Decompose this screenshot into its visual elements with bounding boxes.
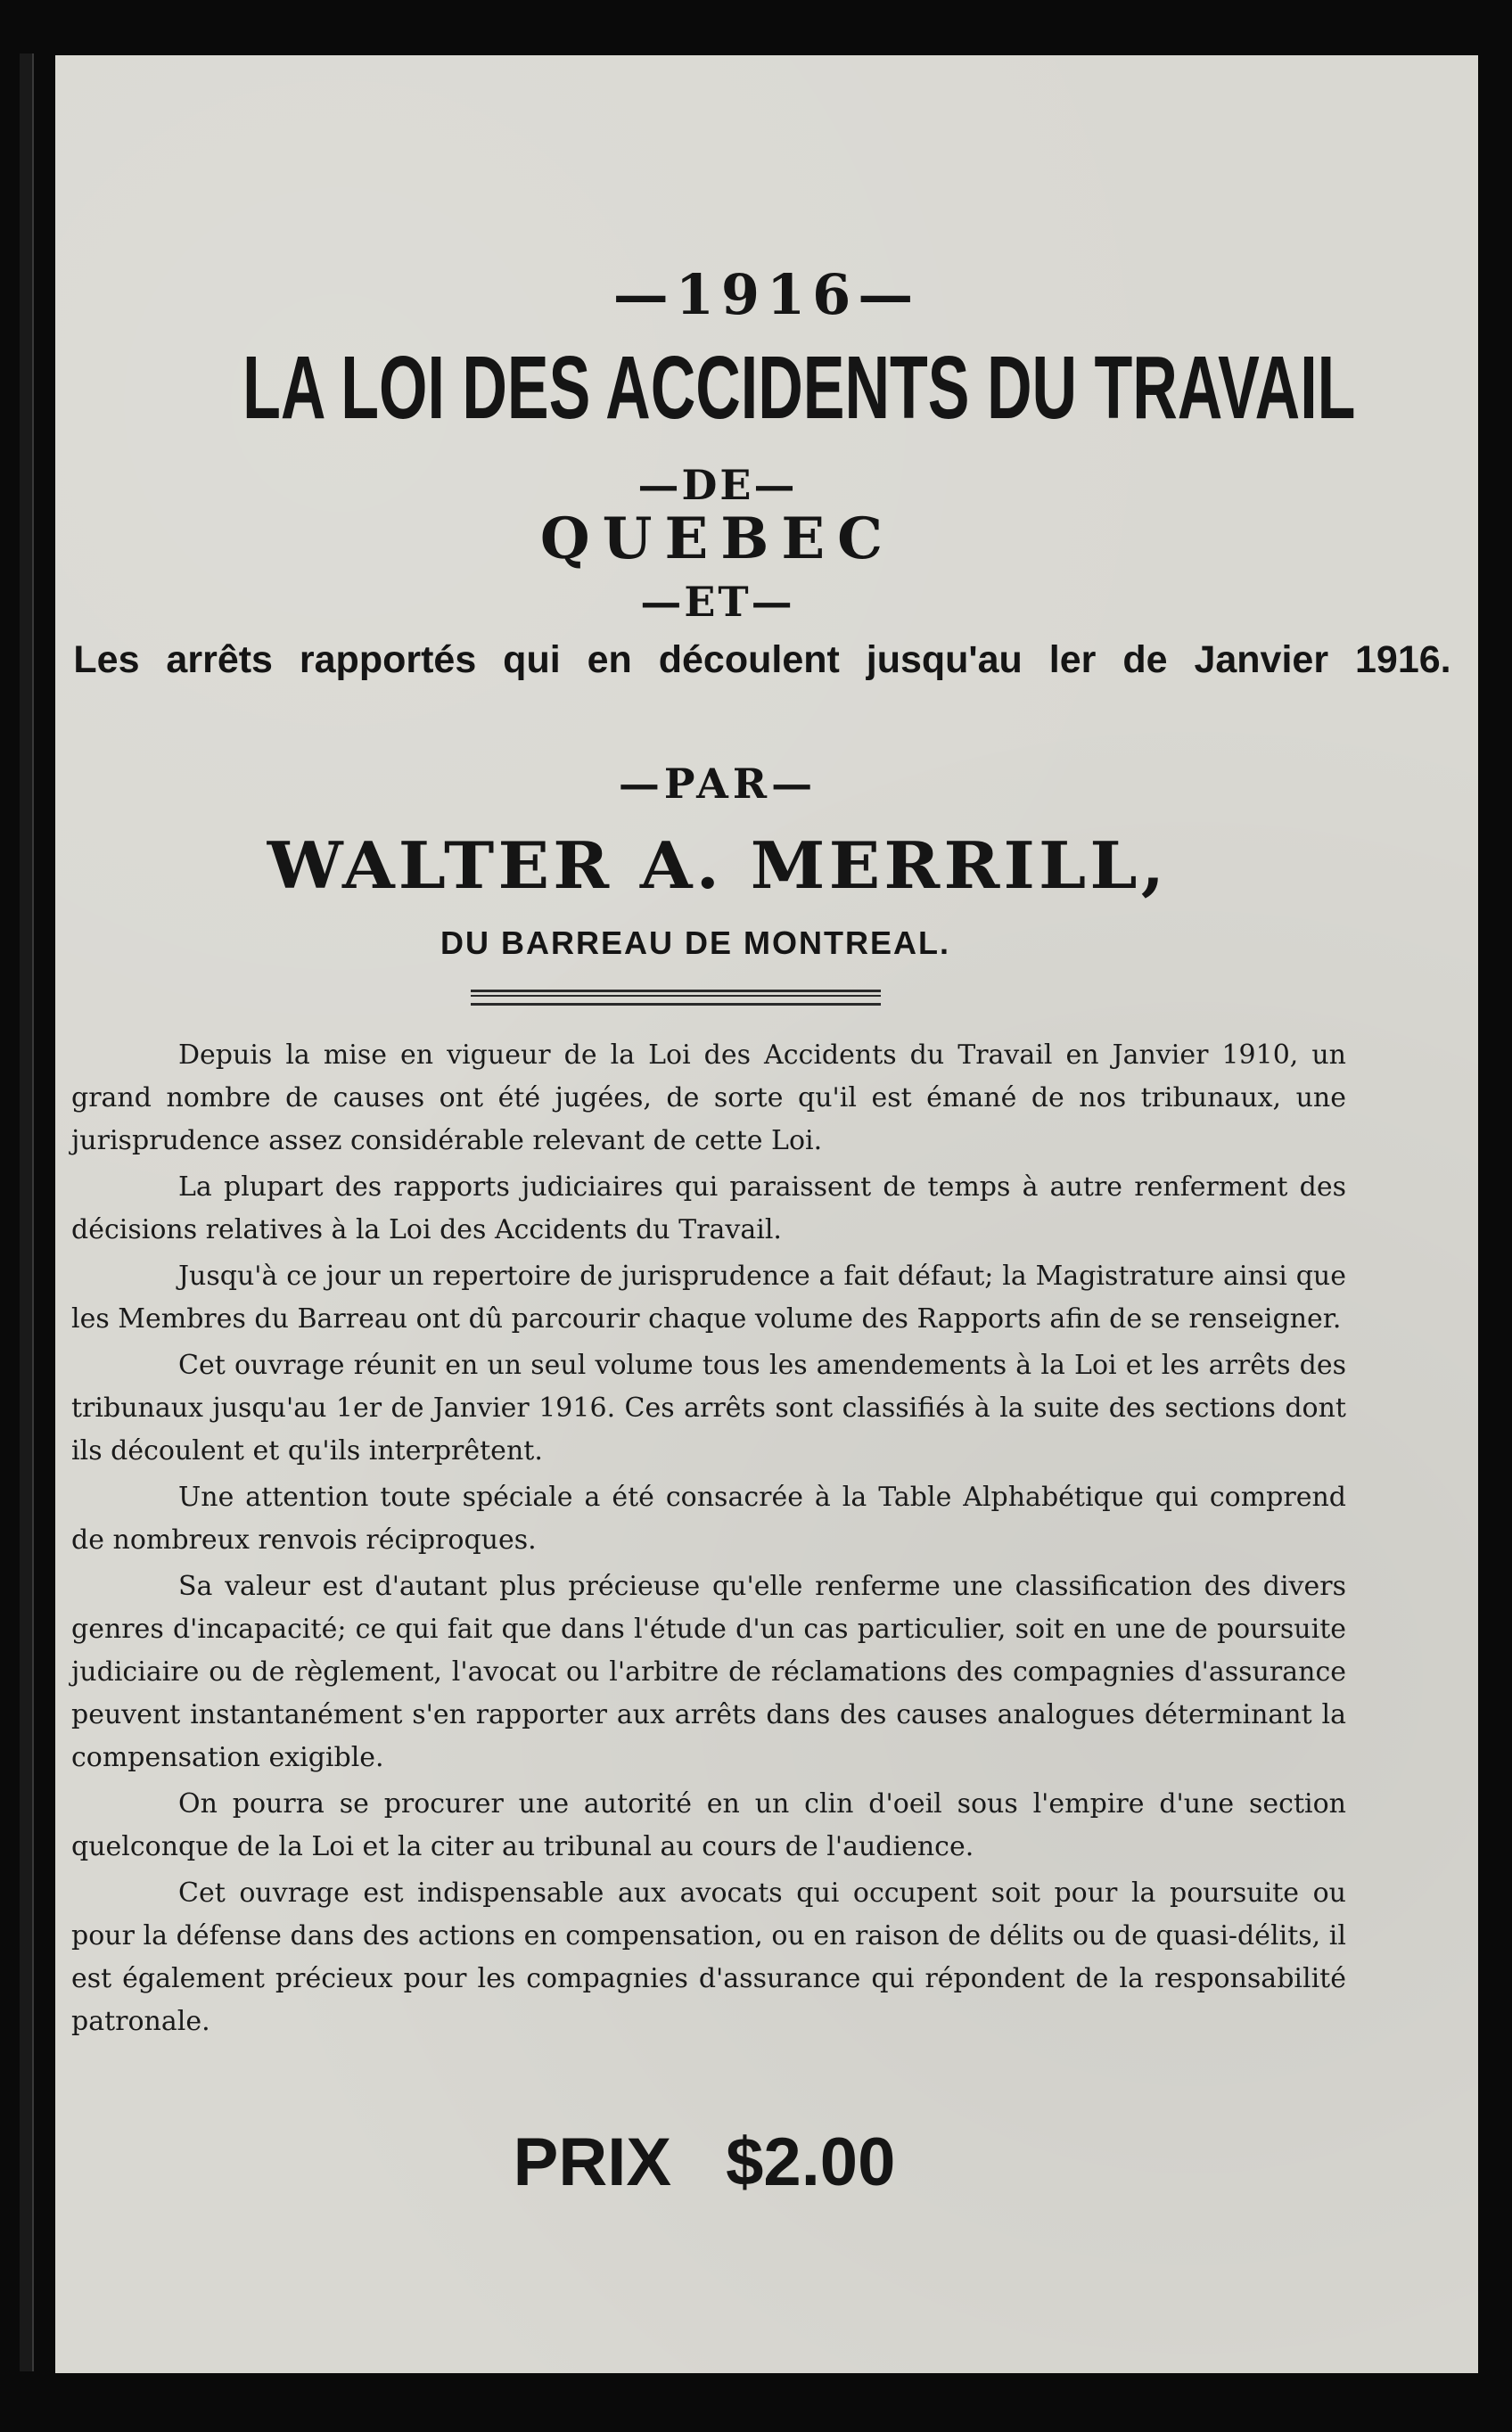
decorative-rule [471,990,881,1006]
connector-par: —PAR— [618,760,818,808]
author-affiliation: DU BARREAU DE MONTREAL. [440,924,950,961]
paragraph: Une attention toute spéciale a été consacrée à la Table Alphabétique qui comprend de nombreux renvois réciproques. [71,1482,1346,1556]
paragraph: La plupart des rapports judiciaires qui paraissent de temps à autre renferment des décisions relatives à la Loi des Accidents du Travail. [71,1171,1346,1245]
paragraph: On pourra se procurer une autorité en un clin d'oeil sous l'empire d'une section quelconque de la Loi et la citer au tribunal au cours de l'audience. [71,1788,1346,1862]
price: PRIX $2.00 [513,2124,896,2200]
author-name: WALTER A. MERRILL, [267,827,1169,903]
paragraph: Sa valeur est d'autant plus précieuse qu'elle renferme une classification des divers genres d'incapacité; ce qui fait que dans l'étude d'un cas particulier, soit en une de poursuite judiciaire ou de règlement, l'avocat ou l'arbitre de réclamations des compagnies d'assurance peuvent instantanément s'en rapporter aux arrêts dans des causes analogues déterminant la compensation exigible. [71,1571,1346,1773]
paragraph: Cet ouvrage est indispensable aux avocats qui occupent soit pour la poursuite ou pour la défense dans des actions en compensation, ou en raison de délits ou de quasi-délits, il est également précieux pour les compagnies d'assurance qui répondent de la responsabilité patronale. [71,1877,1346,2037]
binding-edge [20,53,34,2371]
paragraph: Depuis la mise en vigueur de la Loi des Accidents du Travail en Janvier 1910, un grand nombre de causes ont été jugées, de sorte qu'il est émané de nos tribunaux, une jurisprudence assez considérable relevant de cette Loi. [71,1039,1346,1156]
body-text [71,1034,1346,2047]
connector-de: —DE— [637,461,798,509]
year-heading: —1916— [612,262,921,327]
province-heading: QUEBEC [539,505,896,572]
subtitle: Les arrêts rapportés qui en découlent jusqu'au ler de Janvier 1916. [73,638,1451,681]
connector-et: —ET— [640,578,795,626]
main-title: LA LOI DES ACCIDENTS DU TRAVAIL [242,338,1356,438]
paragraph: Jusqu'à ce jour un repertoire de jurisprudence a fait défaut; la Magistrature ainsi que les Membres du Barreau ont dû parcourir chaque volume des Rapports afin de se renseigner. [71,1261,1346,1335]
document-page [55,55,1478,2373]
paragraph: Cet ouvrage réunit en un seul volume tous les amendements à la Loi et les arrêts des tribunaux jusqu'au 1er de Janvier 1916. Ces arrêts sont classifiés à la suite des sections dont ils découlent et qu'ils interprêtent. [71,1350,1346,1467]
